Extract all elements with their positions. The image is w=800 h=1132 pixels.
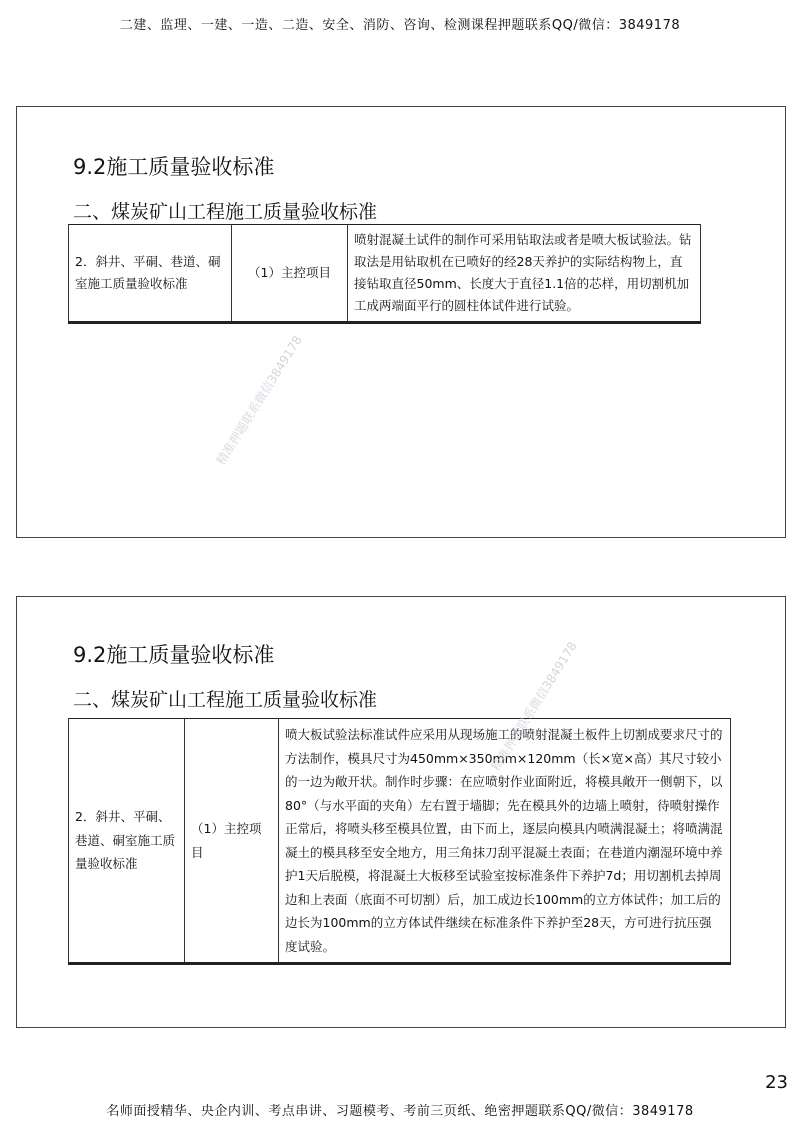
slide-title: 9.2施工质量验收标准 [73, 155, 275, 179]
category-cell: 2．斜井、平硐、巷道、硐室施工质量验收标准 [69, 719, 185, 964]
standard-table [68, 718, 731, 965]
page-footer: 名师面授精华、央企内训、考点串讲、习题模考、考前三页纸、绝密押题联系QQ/微信：3849178 [106, 1104, 694, 1119]
category-cell: 2．斜井、平硐、巷道、硐室施工质量验收标准 [69, 225, 232, 323]
table-row [69, 719, 731, 964]
watermark: 精准押题联系微信3849178 [213, 333, 305, 468]
page-number: 23 [765, 1072, 788, 1093]
content-cell: 喷射混凝土试件的制作可采用钻取法或者是喷大板试验法。钻取法是用钻取机在已喷好的经28天养护的实际结构物上，直接钻取直径50mm、长度大于直径1.1倍的芯样，用切割机加工成两端面平行的圆柱体试件进行试验。 [348, 225, 701, 323]
slide-title: 9.2施工质量验收标准 [73, 643, 275, 667]
slide-2 [16, 596, 786, 1028]
watermark: 精准押题联系微信3849178 [488, 639, 580, 774]
content-cell: 喷大板试验法标准试件应采用从现场施工的喷射混凝土板件上切割成要求尺寸的方法制作，模具尺寸为450mm×350mm×120mm（长×宽×高）其尺寸较小的一边为敞开状。制作时步骤：在应喷射作业面附近，将模具敞开一侧朝下，以80°（与水平面的夹角）左右置于墙脚；先在模具外的边墙上喷射，待喷射操作正常后，将喷头移至模具位置，由下而上，逐层向模具内喷满混凝土；将喷满混凝土的模具移至安全地方，用三角抹刀刮平混凝土表面；在巷道内潮湿环境中养护1天后脱模，将混凝土大板移至试验室按标准条件下养护7d；用切割机去掉周边和上表面（底面不可切割）后，加工成边长100mm的立方体试件；加工后的边长为100mm的立方体试件继续在标准条件下养护至28天，方可进行抗压强度试验。 [279, 719, 731, 964]
slide-1 [16, 106, 786, 538]
slide-subtitle: 二、煤炭矿山工程施工质量验收标准 [73, 689, 378, 711]
standard-table [68, 224, 701, 324]
item-cell: （1）主控项目 [232, 225, 348, 323]
slide-subtitle: 二、煤炭矿山工程施工质量验收标准 [73, 201, 378, 223]
page-header: 二建、监理、一建、一造、二造、安全、消防、咨询、检测课程押题联系QQ/微信：3849178 [119, 18, 681, 33]
item-cell: （1）主控项目 [185, 719, 279, 964]
table-row [69, 225, 701, 323]
